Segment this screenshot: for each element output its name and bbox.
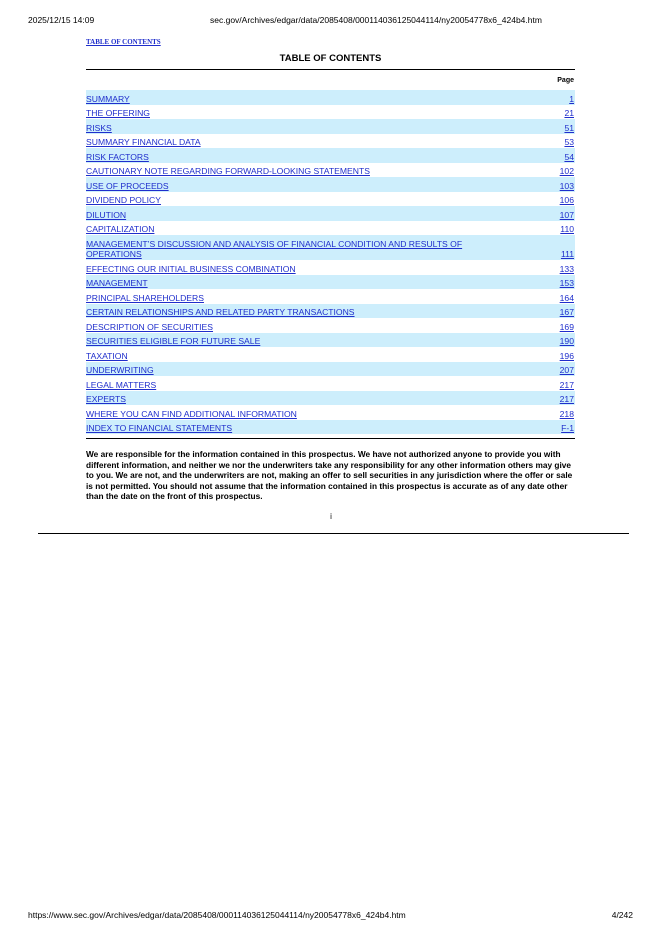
toc-list xyxy=(86,90,575,434)
toc-entry-link[interactable]: EFFECTING OUR INITIAL BUSINESS COMBINATION xyxy=(86,263,296,274)
toc-row xyxy=(86,206,575,221)
print-header-url: sec.gov/Archives/edgar/data/2085408/000114036125044114/ny20054778x6_424b4.htm xyxy=(210,15,542,25)
toc-row xyxy=(86,163,575,178)
toc-page-link[interactable]: 207 xyxy=(559,365,574,375)
toc-page-link[interactable]: 103 xyxy=(559,180,574,191)
toc-entry-link[interactable]: LEGAL MATTERS xyxy=(86,379,157,390)
toc-row xyxy=(86,177,575,192)
toc-page-link[interactable]: 1 xyxy=(569,93,574,104)
toc-row xyxy=(86,90,575,105)
toc-page-link[interactable]: 190 xyxy=(559,336,574,346)
toc-page-link[interactable]: 102 xyxy=(559,166,574,176)
toc-page-link[interactable]: 54 xyxy=(564,151,574,162)
toc-row xyxy=(86,376,575,391)
toc-entry-link[interactable]: UNDERWRITING xyxy=(86,365,154,375)
toc-row xyxy=(86,289,575,304)
toc-row xyxy=(86,134,575,149)
toc-page-link[interactable]: 51 xyxy=(564,122,574,133)
toc-page-link[interactable]: 217 xyxy=(559,394,574,404)
toc-row xyxy=(86,347,575,362)
toc-row xyxy=(86,260,575,275)
page-column-header: Page xyxy=(557,77,574,84)
toc-row xyxy=(86,192,575,207)
toc-row xyxy=(86,275,575,290)
toc-page-link[interactable]: 106 xyxy=(559,195,574,205)
toc-row xyxy=(86,318,575,333)
toc-row xyxy=(86,105,575,120)
toc-entry-link[interactable]: TAXATION xyxy=(86,350,128,361)
toc-row xyxy=(86,304,575,319)
toc-row xyxy=(86,420,575,435)
toc-bottom-divider xyxy=(86,438,575,439)
toc-row xyxy=(86,148,575,163)
toc-entry-link[interactable]: DESCRIPTION OF SECURITIES xyxy=(86,321,214,332)
toc-row xyxy=(86,391,575,406)
toc-entry-link[interactable]: EXPERTS xyxy=(86,394,126,404)
toc-row xyxy=(86,405,575,420)
toc-entry-link[interactable]: WHERE YOU CAN FIND ADDITIONAL INFORMATION xyxy=(86,408,297,419)
toc-page-link[interactable]: F-1 xyxy=(561,423,574,433)
toc-entry-link[interactable]: USE OF PROCEEDS xyxy=(86,180,169,191)
toc-page-link[interactable]: 21 xyxy=(564,108,574,118)
toc-page-link[interactable]: 196 xyxy=(559,350,574,361)
toc-entry-link[interactable]: SUMMARY xyxy=(86,93,130,104)
toc-row xyxy=(86,221,575,236)
toc-page-link[interactable]: 107 xyxy=(559,209,574,220)
toc-entry-link[interactable]: MANAGEMENT xyxy=(86,278,148,288)
toc-entry-link[interactable]: CAUTIONARY NOTE REGARDING FORWARD-LOOKING STATEMENTS xyxy=(86,166,370,176)
toc-entry-link[interactable]: CAPITALIZATION xyxy=(86,224,155,234)
toc-entry-link[interactable]: PRINCIPAL SHAREHOLDERS xyxy=(86,292,204,303)
toc-entry-link[interactable]: DIVIDEND POLICY xyxy=(86,195,161,205)
toc-page-link[interactable]: 111 xyxy=(560,249,574,259)
toc-entry-link[interactable]: MANAGEMENT’S DISCUSSION AND ANALYSIS OF FINANCIAL CONDITION AND RESULTS OF OPERATIONS xyxy=(86,239,463,259)
toc-page-link[interactable]: 217 xyxy=(559,379,574,390)
page-divider xyxy=(38,533,629,534)
toc-page-link[interactable]: 133 xyxy=(559,263,574,274)
toc-page-link[interactable]: 153 xyxy=(559,278,574,288)
toc-entry-link[interactable]: SECURITIES ELIGIBLE FOR FUTURE SALE xyxy=(86,336,261,346)
table-of-contents-link[interactable]: TABLE OF CONTENTS xyxy=(86,38,161,46)
print-page-count: 4/242 xyxy=(611,910,633,920)
print-datetime: 2025/12/15 14:09 xyxy=(28,15,95,25)
toc-entry-link[interactable]: RISK FACTORS xyxy=(86,151,149,162)
toc-row xyxy=(86,333,575,348)
toc-page-link[interactable]: 218 xyxy=(559,408,574,419)
toc-entry-link[interactable]: RISKS xyxy=(86,122,112,133)
toc-page-link[interactable]: 110 xyxy=(560,224,574,234)
toc-entry-link[interactable]: SUMMARY FINANCIAL DATA xyxy=(86,137,201,147)
toc-row xyxy=(86,235,575,260)
toc-page-link[interactable]: 53 xyxy=(564,137,574,147)
toc-entry-link[interactable]: CERTAIN RELATIONSHIPS AND RELATED PARTY TRANSACTIONS xyxy=(86,307,355,317)
title-divider xyxy=(86,69,575,70)
print-footer-url: https://www.sec.gov/Archives/edgar/data/2085408/000114036125044114/ny20054778x6_424b4.htm xyxy=(28,910,406,920)
toc-row xyxy=(86,119,575,134)
toc-page-link[interactable]: 167 xyxy=(559,307,574,317)
page-title: TABLE OF CONTENTS xyxy=(279,53,382,64)
toc-entry-link[interactable]: DILUTION xyxy=(86,209,127,220)
toc-entry-link[interactable]: INDEX TO FINANCIAL STATEMENTS xyxy=(86,423,233,433)
toc-entry-link[interactable]: THE OFFERING xyxy=(86,108,150,118)
toc-page-link[interactable]: 164 xyxy=(559,292,574,303)
toc-page-link[interactable]: 169 xyxy=(559,321,574,332)
disclaimer-paragraph: We are responsible for the information contained in this prospectus. We have not authorized anyone to provide you with different information, and neither we nor the underwriters take any responsibility for any other information others may give to you. We are not, and the underwriters are not, making an offer to sell securities in any jurisdiction where the offer or sale is not permitted. You should not assume that the information contained in this prospectus is accurate as of any date other than the date on the front of this prospectus. xyxy=(86,449,573,501)
page-number: i xyxy=(330,512,332,521)
toc-row xyxy=(86,362,575,377)
